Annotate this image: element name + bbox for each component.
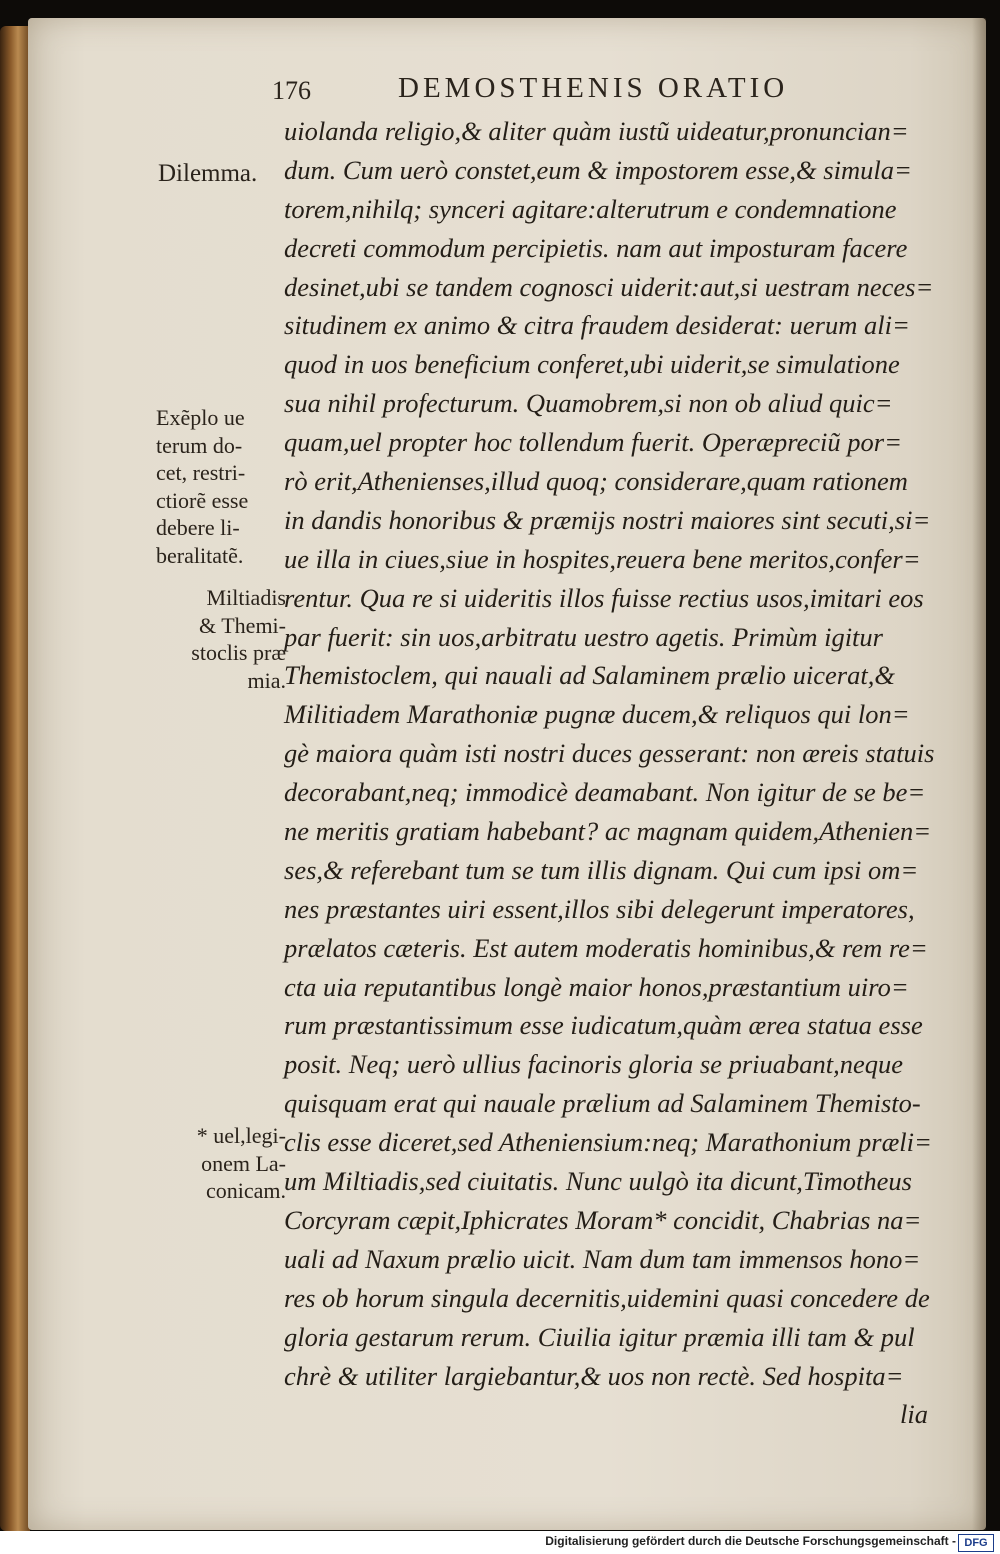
text-line: rò erit,Athenienses,illud quoq; considerare,quam rationem: [284, 466, 908, 497]
text-line: ne meritis gratiam habebant? ac magnam quidem,Athenien=: [284, 816, 932, 847]
text-line: res ob horum singula decernitis,uidemini quasi concedere de: [284, 1282, 930, 1313]
digitization-credit: Digitalisierung gefördert durch die Deutsche Forschungsgemeinschaft -: [545, 1534, 956, 1548]
book-edge: [0, 26, 30, 1531]
text-line: clis esse diceret,sed Atheniensium:neq; Marathonium præli=: [284, 1127, 932, 1158]
text-line: nes præstantes uiri essent,illos sibi delegerunt imperatores,: [284, 893, 915, 924]
margin-note-line: Dilemma.: [158, 160, 258, 187]
body-text: [284, 112, 964, 1434]
text-line: quisquam erat qui nauale prælium ad Salaminem Themisto-: [284, 1088, 921, 1119]
text-line: cta uia reputantibus longè maior honos,præstantium uiro=: [284, 971, 909, 1002]
text-line: rum præstantissimum esse iudicatum,quàm ærea statua esse: [284, 1010, 923, 1041]
text-line: torem,nihilq; synceri agitare:alterutrum e condemnatione: [284, 193, 897, 224]
text-line: decorabant,neq; immodicè deamabant. Non igitur de se be=: [284, 777, 926, 808]
margin-note-exemplo: [156, 404, 248, 569]
margin-note-line: stoclis præ: [191, 640, 286, 665]
text-line: ses,& referebant tum se tum illis dignam. Qui cum ipsi om=: [284, 854, 919, 885]
margin-note-line: ctiorẽ esse: [156, 487, 249, 513]
margin-note-line: & Themi-: [199, 612, 286, 638]
text-line: decreti commodum percipietis. nam aut imposturam facere: [284, 232, 908, 263]
margin-note-line: cet, restri-: [156, 460, 246, 485]
margin-note-dilemma: [158, 160, 257, 188]
text-line: prælatos cæteris. Est autem moderatis hominibus,& rem re=: [284, 932, 928, 963]
text-line: dum. Cum uerò constet,eum & impostorem esse,& simula=: [284, 154, 912, 185]
margin-note-line: debere li-: [156, 515, 240, 540]
text-line: gloria gestarum rerum. Ciuilia igitur præmia illi tam & pul: [284, 1321, 915, 1352]
text-line: rentur. Qua re si uideritis illos fuisse rectius usos,imitari eos: [284, 582, 924, 613]
text-line: chrè & utiliter largiebantur,& uos non rectè. Sed hospita=: [284, 1360, 904, 1391]
catchword: lia: [900, 1399, 928, 1430]
text-line: gè maiora quàm isti nostri duces gesserant: non æreis statuis: [284, 738, 935, 769]
text-line: Militiadem Marathoniæ pugnæ ducem,& reliquos qui lon=: [284, 699, 910, 730]
text-line: quam,uel propter hoc tollendum fuerit. Operæpreciũ por=: [284, 427, 902, 458]
running-head: DEMOSTHENIS ORATIO: [398, 72, 789, 104]
margin-note-line: Miltiadis: [206, 585, 286, 610]
margin-note-line: * uel,legi-: [196, 1123, 286, 1148]
footer-bar: [0, 1531, 1000, 1554]
text-line: sua nihil profecturum. Quamobrem,si non ob aliud quic=: [284, 388, 893, 419]
margin-note-line: beralitatẽ.: [156, 542, 244, 568]
text-line: desinet,ubi se tandem cognosci uiderit:aut,si uestram neces=: [284, 271, 934, 302]
text-line: ue illa in ciues,siue in hospites,reuera bene meritos,confer=: [284, 543, 921, 574]
text-line: um Miltiadis,sed ciuitatis. Nunc uulgò ita dicunt,Timotheus: [284, 1166, 912, 1197]
text-line: Corcyram cæpit,Iphicrates Moram* concidit, Chabrias na=: [284, 1204, 922, 1235]
text-line: Themistoclem, qui nauali ad Salaminem prælio uicerat,&: [284, 660, 895, 691]
text-line: quod in uos beneficium conferet,ubi uiderit,se simulatione: [284, 349, 900, 380]
margin-note-line: Exẽplo ue: [156, 405, 245, 430]
margin-note-uel: [160, 1122, 286, 1205]
text-line: uali ad Naxum prælio uicit. Nam dum tam immensos hono=: [284, 1243, 921, 1274]
text-line: uiolanda religio,& aliter quàm iustũ uideatur,pronuncian=: [284, 116, 909, 146]
text-line: posit. Neq; uerò ullius facinoris gloria se priuabant,neque: [284, 1049, 904, 1080]
margin-note-line: mia.: [247, 667, 286, 693]
text-line: par fuerit: sin uos,arbitratu uestro agetis. Primùm igitur: [284, 621, 883, 652]
dfg-logo: DFG: [958, 1534, 994, 1552]
margin-note-miltiadis: [160, 584, 286, 694]
margin-note-line: onem La-: [201, 1150, 286, 1176]
text-line: in dandis honoribus & præmijs nostri maiores sint secuti,si=: [284, 504, 931, 535]
margin-note-line: terum do-: [156, 432, 243, 458]
page-number: 176: [272, 76, 311, 105]
page-header: [272, 72, 952, 112]
text-line: situdinem ex animo & citra fraudem desiderat: uerum ali=: [284, 310, 910, 341]
margin-note-line: conicam.: [205, 1178, 286, 1203]
